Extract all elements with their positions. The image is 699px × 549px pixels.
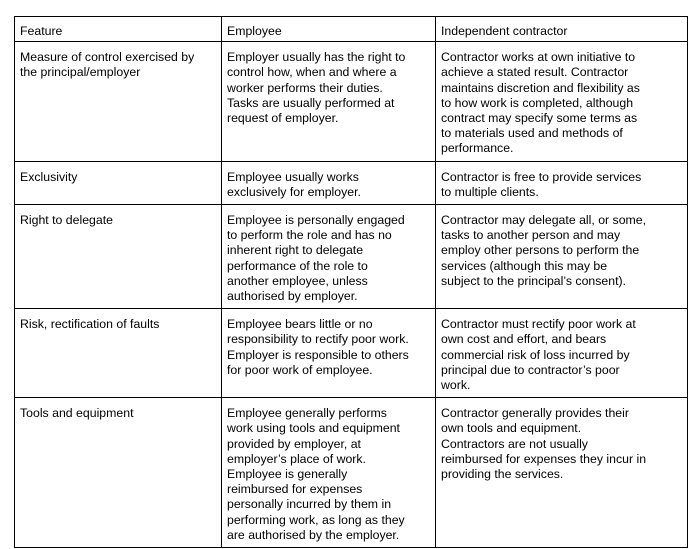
table-row <box>15 42 688 161</box>
table-row <box>15 309 688 398</box>
comparison-table <box>14 16 688 548</box>
employee-cell <box>222 398 436 548</box>
contractor-cell <box>436 205 688 309</box>
feature-text: Measure of control exercised by the principal/employer <box>20 50 195 80</box>
header-feature: Feature <box>15 17 222 42</box>
table-header-row <box>15 17 688 42</box>
contractor-cell <box>436 398 688 548</box>
table-row <box>15 398 688 548</box>
feature-cell <box>15 205 222 309</box>
employee-text: Employee usually works exclusively for employer. <box>227 169 361 199</box>
feature-cell <box>15 42 222 161</box>
contractor-text: Contractor works at own initiative to achieve a stated result. Contractor maintains discretion and flexibility as to how work is completed, although contract may specify some terms as to materials used and methods of performance. <box>441 50 640 156</box>
contractor-text: Contractor is free to provide services to multiple clients. <box>441 169 642 199</box>
feature-cell <box>15 161 222 204</box>
employee-text: Employee is personally engaged to perform the role and has no inherent right to delegate performance of the role to another employee, unless authorised by employer. <box>227 213 405 304</box>
contractor-text: Contractor must rectify poor work at own cost and effort, and bears commercial risk of loss incurred by principal due to contractor’s poor work. <box>441 317 636 393</box>
contractor-cell <box>436 309 688 398</box>
employee-text: Employee bears little or no responsibility to rectify poor work. Employer is responsible to others for poor work of employee. <box>227 317 409 377</box>
contractor-text: Contractor may delegate all, or some, tasks to another person and may employ other persons to perform the services (although this may be subject to the principal’s consent). <box>441 213 647 288</box>
header-independent-contractor: Independent contractor <box>436 17 688 42</box>
feature-text: Exclusivity <box>20 169 78 184</box>
employee-cell <box>222 309 436 398</box>
employee-cell <box>222 42 436 161</box>
feature-cell <box>15 309 222 398</box>
table-row <box>15 161 688 204</box>
header-employee: Employee <box>222 17 436 42</box>
employee-cell <box>222 205 436 309</box>
table-row <box>15 205 688 309</box>
contractor-cell <box>436 42 688 161</box>
contractor-text: Contractor generally provides their own tools and equipment. Contractors are not usually reimbursed for expenses they incur in providing the services. <box>441 406 647 482</box>
feature-text: Right to delegate <box>20 213 113 228</box>
employee-cell <box>222 161 436 204</box>
contractor-cell <box>436 161 688 204</box>
feature-cell <box>15 398 222 548</box>
comparison-table-container <box>14 16 688 548</box>
employee-text: Employer usually has the right to control how, when and where a worker performs their duties. Tasks are usually performed at request of employer. <box>227 50 406 126</box>
feature-text: Tools and equipment <box>20 406 134 421</box>
feature-text: Risk, rectification of faults <box>20 317 160 332</box>
employee-text: Employee generally performs work using tools and equipment provided by employer, at employer’s place of work. Employee is generally reimbursed for expenses personally incurred by them in performing work, as long as they are authorised by the employer. <box>227 406 405 542</box>
